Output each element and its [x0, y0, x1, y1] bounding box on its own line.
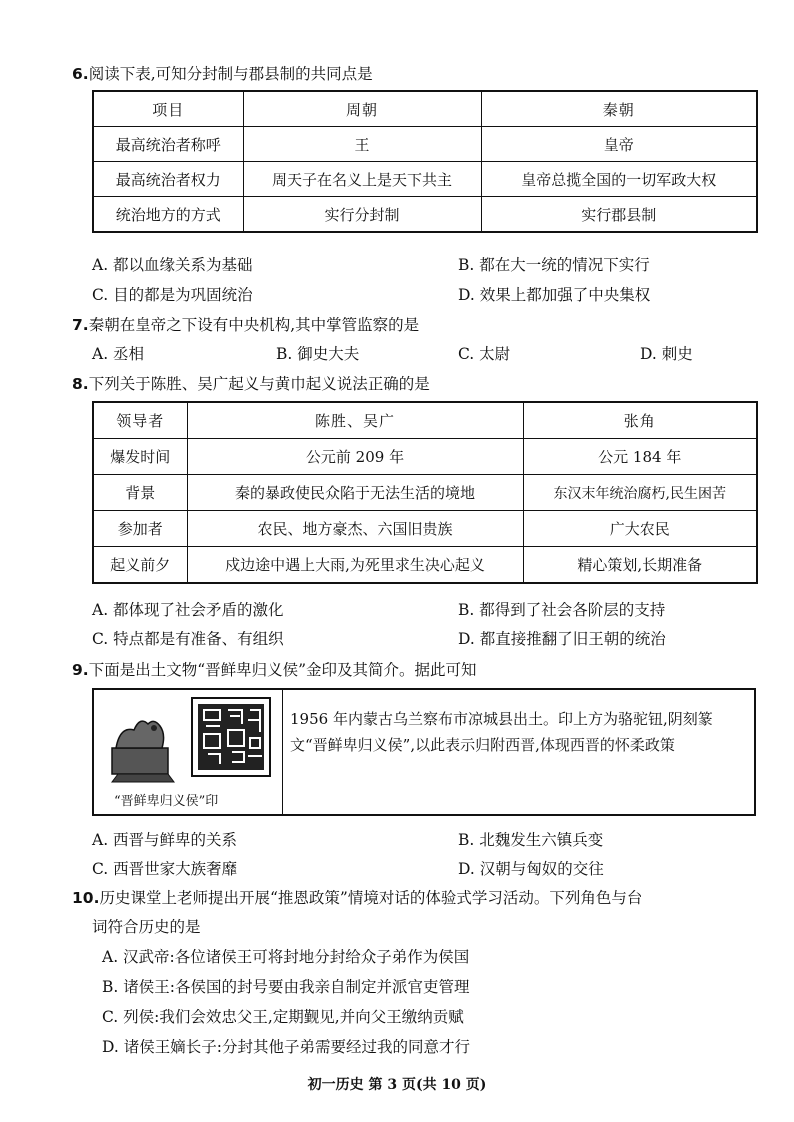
table-cell: 公元 184 年 — [523, 439, 757, 475]
question-number: 7. — [72, 316, 89, 334]
table-header-cell: 领导者 — [93, 402, 187, 439]
table-header-cell: 张角 — [523, 402, 757, 439]
question-text: 阅读下表,可知分封制与郡县制的共同点是 — [88, 65, 373, 83]
table-cell: 精心策划,长期准备 — [523, 547, 757, 584]
table-row — [93, 547, 757, 584]
table-header-cell: 陈胜、吴广 — [187, 402, 523, 439]
question-10-stem — [72, 886, 642, 908]
question-number: 8. — [72, 375, 89, 393]
q7-option-d: D. 刺史 — [640, 345, 693, 363]
table-header-cell: 秦朝 — [481, 91, 757, 127]
table-cell: 广大农民 — [523, 511, 757, 547]
q9-option-a: A. 西晋与鲜卑的关系 — [92, 831, 238, 849]
table-row — [93, 197, 757, 233]
table-cell: 东汉末年统治腐朽,民生困苦 — [523, 475, 757, 511]
question-number: 10. — [72, 889, 100, 907]
question-text: 下面是出土文物“晋鲜卑归义侯”金印及其简介。据此可知 — [88, 661, 477, 679]
q8-option-a: A. 都体现了社会矛盾的激化 — [92, 601, 284, 619]
table-cell: 起义前夕 — [93, 547, 187, 584]
table-header-row — [93, 402, 757, 439]
q8-comparison-table — [92, 401, 758, 584]
table-row — [93, 475, 757, 511]
table-cell: 农民、地方豪杰、六国旧贵族 — [187, 511, 523, 547]
question-6-stem — [72, 62, 373, 84]
question-10-stem-continued: 词符合历史的是 — [92, 918, 201, 936]
q10-option-a: A. 汉武帝:各位诸侯王可将封地分封给众子弟作为侯国 — [102, 948, 470, 966]
relic-caption: “晋鲜卑归义侯”印 — [114, 794, 219, 809]
page-footer: 初一历史 第 3 页(共 10 页) — [307, 1077, 487, 1093]
table-header-row — [93, 91, 757, 127]
table-row — [93, 439, 757, 475]
q10-option-b: B. 诸侯王:各侯国的封号要由我亲自制定并派官吏管理 — [102, 978, 470, 996]
table-cell: 戍边途中遇上大雨,为死里求生决心起义 — [187, 547, 523, 584]
table-cell: 最高统治者权力 — [93, 162, 243, 197]
q8-option-d: D. 都直接推翻了旧王朝的统治 — [458, 630, 666, 648]
relic-info-box — [92, 688, 756, 816]
table-row — [93, 162, 757, 197]
table-row — [93, 127, 757, 162]
q9-option-d: D. 汉朝与匈奴的交往 — [458, 860, 604, 878]
q8-option-c: C. 特点都是有准备、有组织 — [92, 630, 284, 648]
table-header-cell: 周朝 — [243, 91, 481, 127]
relic-description: 1956 年内蒙古乌兰察布市凉城县出土。印上方为骆驼钮,阴刻篆文“晋鲜卑归义侯”,以此表示归附西晋,体现西晋的怀柔政策 — [290, 710, 713, 754]
table-header-cell: 项目 — [93, 91, 243, 127]
table-cell: 王 — [243, 127, 481, 162]
question-8-stem — [72, 372, 430, 394]
table-cell: 皇帝 — [481, 127, 757, 162]
q6-option-a: A. 都以血缘关系为基础 — [92, 256, 253, 274]
question-text: 秦朝在皇帝之下设有中央机构,其中掌管监察的是 — [88, 316, 420, 334]
table-cell: 实行分封制 — [243, 197, 481, 233]
q9-option-b: B. 北魏发生六镇兵变 — [458, 831, 604, 849]
question-9-stem — [72, 658, 477, 680]
q6-comparison-table — [92, 90, 758, 233]
q6-option-c: C. 目的都是为巩固统治 — [92, 286, 253, 304]
table-cell: 周天子在名义上是天下共主 — [243, 162, 481, 197]
table-cell: 公元前 209 年 — [187, 439, 523, 475]
table-cell: 背景 — [93, 475, 187, 511]
q10-option-d: D. 诸侯王嫡长子:分封其他子弟需要经过我的同意才行 — [102, 1038, 470, 1056]
table-cell: 最高统治者称呼 — [93, 127, 243, 162]
question-number: 6. — [72, 65, 89, 83]
relic-image-panel — [94, 690, 283, 814]
q6-option-b: B. 都在大一统的情况下实行 — [458, 256, 650, 274]
question-text: 历史课堂上老师提出开展“推恩政策”情境对话的体验式学习活动。下列角色与台 — [99, 889, 643, 907]
table-cell: 参加者 — [93, 511, 187, 547]
question-text: 下列关于陈胜、吴广起义与黄巾起义说法正确的是 — [88, 375, 430, 393]
table-cell: 统治地方的方式 — [93, 197, 243, 233]
question-number: 9. — [72, 661, 89, 679]
q7-option-a: A. 丞相 — [92, 345, 145, 363]
table-cell: 实行郡县制 — [481, 197, 757, 233]
table-cell: 秦的暴政使民众陷于无法生活的境地 — [187, 475, 523, 511]
q7-option-c: C. 太尉 — [458, 345, 511, 363]
q9-option-c: C. 西晋世家大族奢靡 — [92, 860, 238, 878]
table-cell: 爆发时间 — [93, 439, 187, 475]
q6-option-d: D. 效果上都加强了中央集权 — [458, 286, 651, 304]
q10-option-c: C. 列侯:我们会效忠父王,定期觐见,并向父王缴纳贡赋 — [102, 1008, 464, 1026]
camel-seal-image — [94, 690, 282, 790]
q7-option-b: B. 御史大夫 — [276, 345, 360, 363]
table-cell: 皇帝总揽全国的一切军政大权 — [481, 162, 757, 197]
question-7-stem — [72, 313, 419, 335]
q8-option-b: B. 都得到了社会各阶层的支持 — [458, 601, 666, 619]
table-row — [93, 511, 757, 547]
